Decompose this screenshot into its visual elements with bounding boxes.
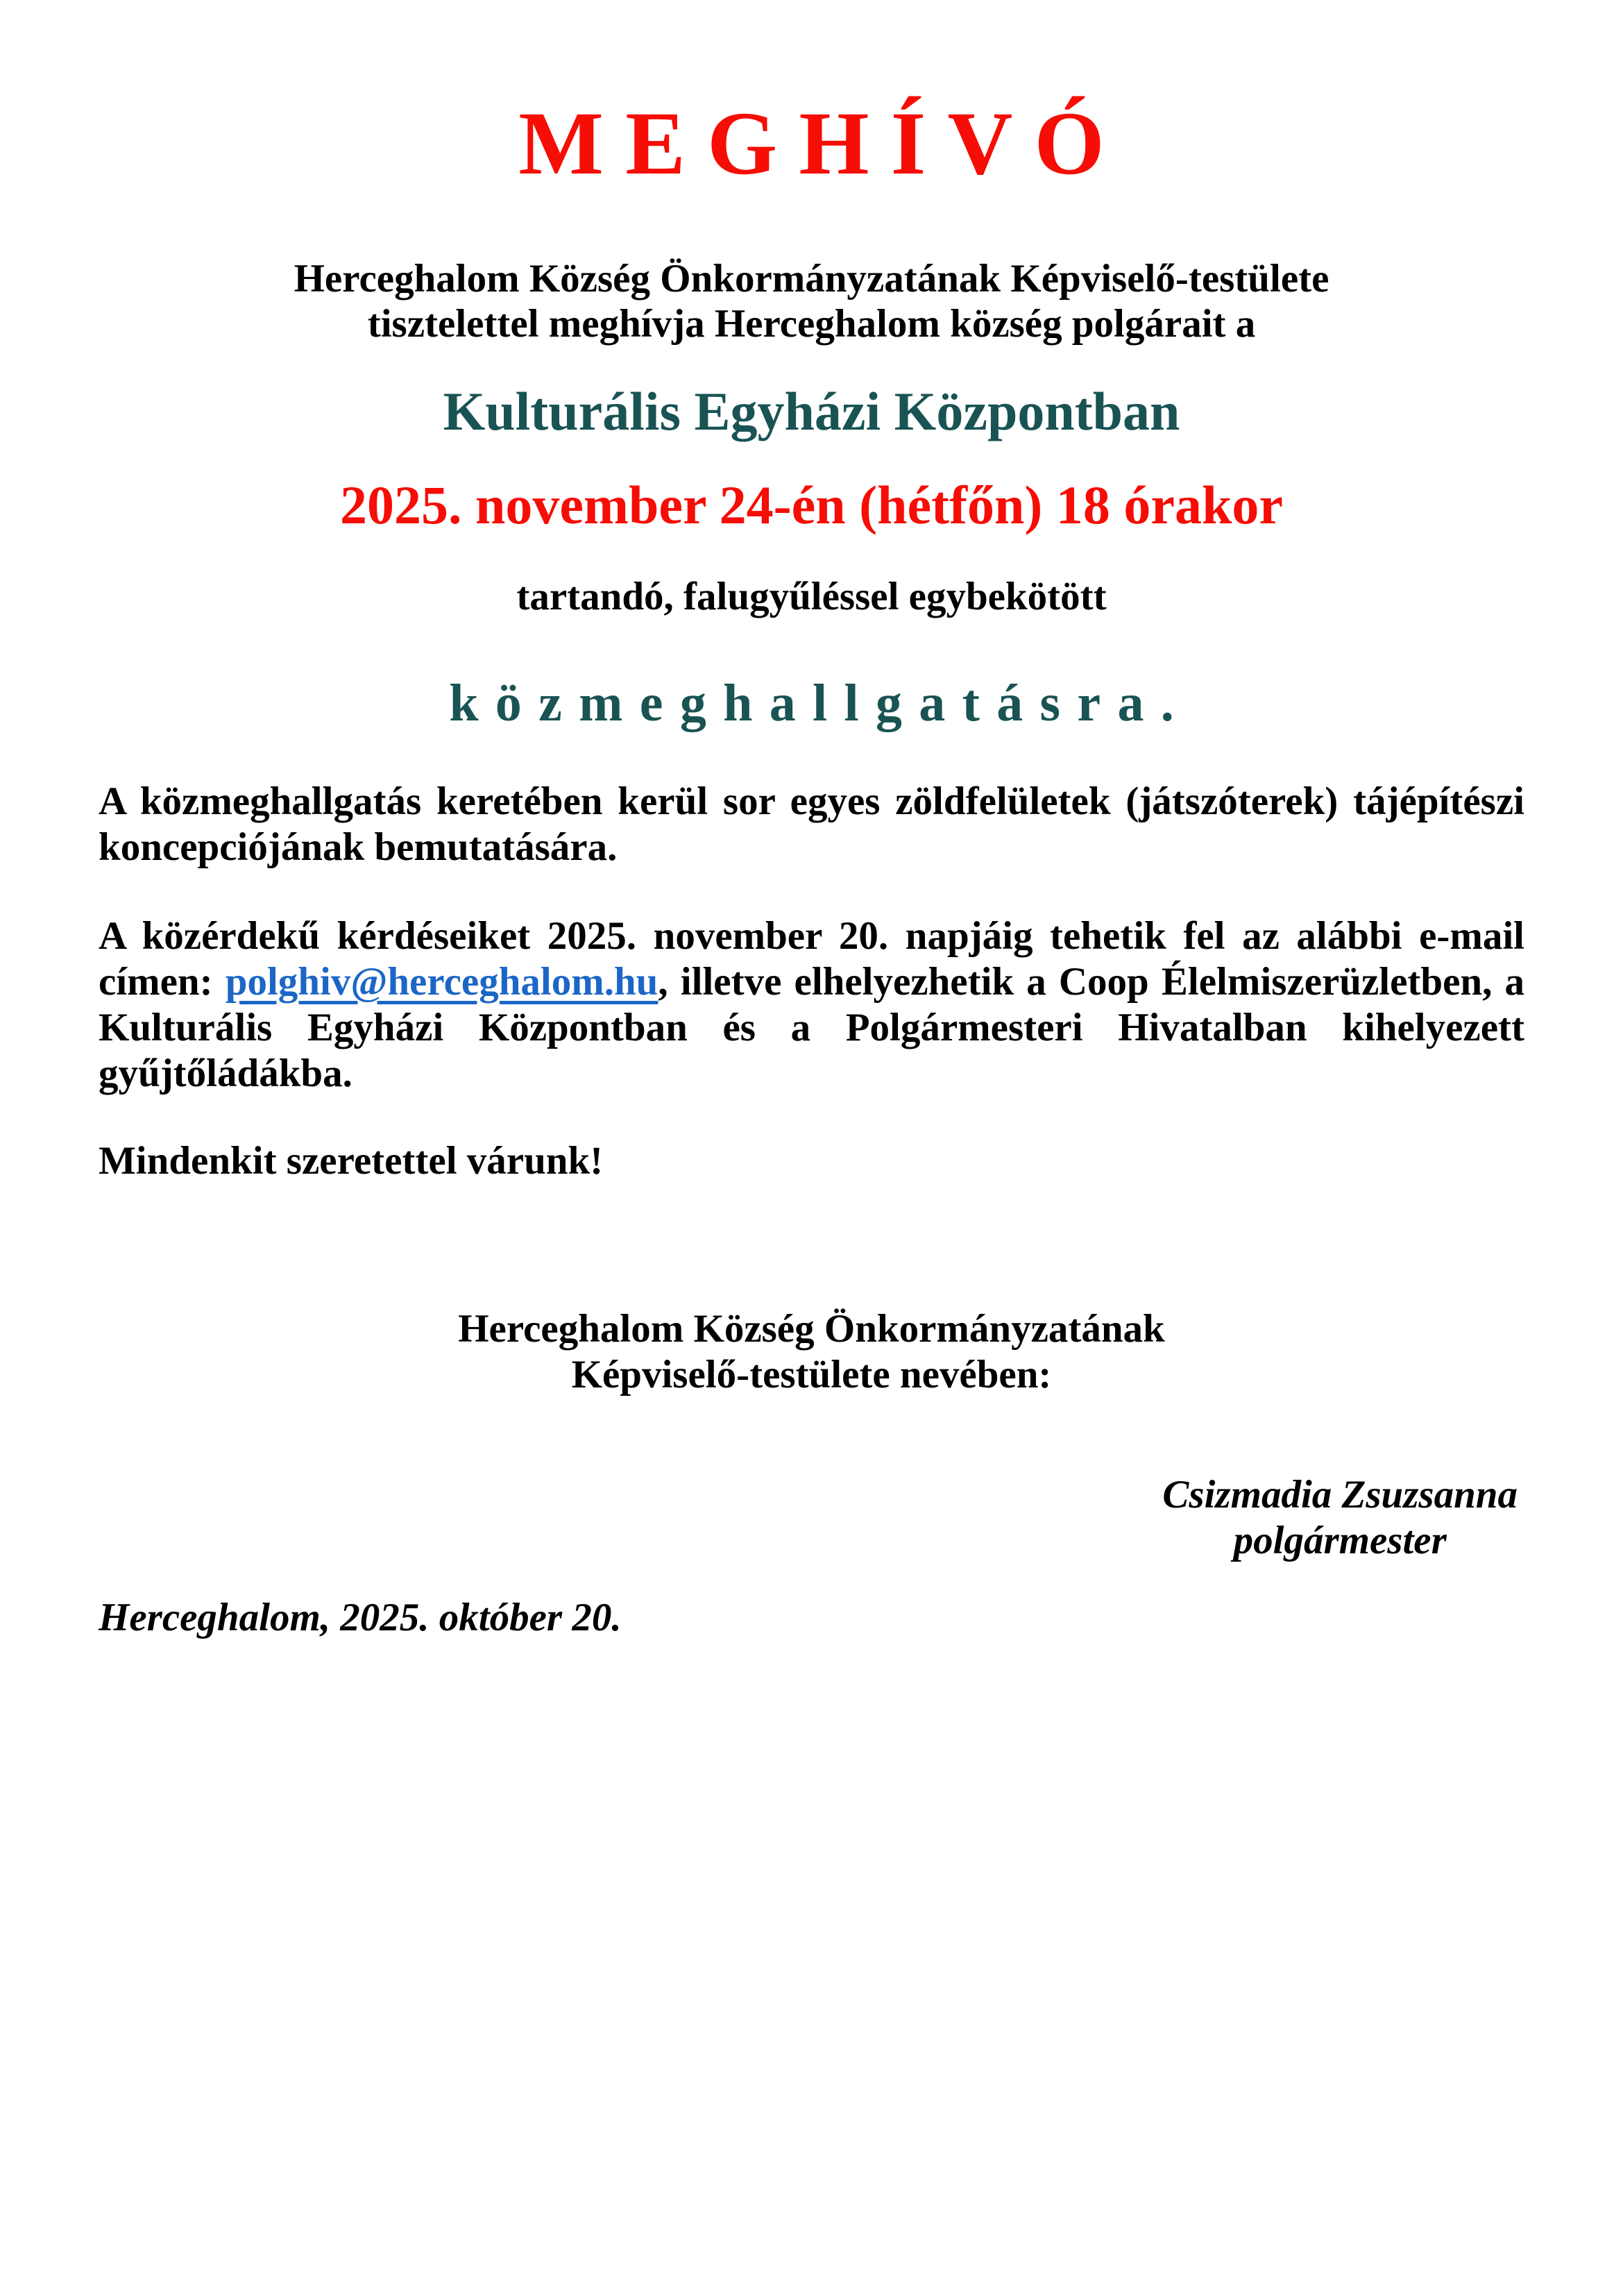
questions-text-after: , illetve elhelyezhetik a Coop Élelmiszerüzletben, a Kulturális Egyházi Központban és a Polgármesteri Hivatalban kihelyezett gyűjtőládákba.	[99, 959, 1524, 1096]
datetime-heading: 2025. november 24-én (hétfőn) 18 órakor	[339, 475, 1284, 536]
signer-title: polgármester	[1233, 1518, 1447, 1562]
intro-paragraph	[99, 256, 1524, 347]
venue-heading: Kulturális Egyházi Központban	[443, 380, 1180, 441]
public-hearing-heading: közmeghallgatásra.	[449, 674, 1191, 733]
document-title: MEGHÍVÓ	[518, 94, 1126, 194]
concept-paragraph: A közmeghallgatás keretében kerül sor egyes zöldfelületek (játszóterek) tájépítészi koncepciójának bemutatására.	[99, 779, 1524, 869]
intro-line-2: tisztelettel meghívja Herceghalom község polgárait a	[367, 302, 1256, 346]
questions-text-before: A közérdekű kérdéseiket 2025. november 20. napjáig tehetik fel az alábbi e-mail címen:	[99, 913, 1524, 1004]
intro-line-1: Herceghalom Község Önkormányzatának Képviselő-testülete	[294, 256, 1329, 301]
email-link[interactable]: polghiv@herceghalom.hu	[225, 959, 658, 1004]
questions-paragraph	[99, 913, 1524, 1097]
signer-name: Csizmadia Zsuzsanna	[1162, 1473, 1518, 1517]
closing-line: Mindenkit szeretettel várunk!	[99, 1139, 604, 1183]
signature-organization	[99, 1306, 1524, 1397]
signature-org-line-2: Képviselő-testülete nevében:	[571, 1352, 1052, 1396]
signature-org-line-1: Herceghalom Község Önkormányzatának	[458, 1307, 1165, 1351]
place-and-date: Herceghalom, 2025. október 20.	[99, 1596, 622, 1640]
signature-block	[1162, 1472, 1518, 1563]
held-line: tartandó, falugyűléssel egybekötött	[516, 574, 1107, 618]
